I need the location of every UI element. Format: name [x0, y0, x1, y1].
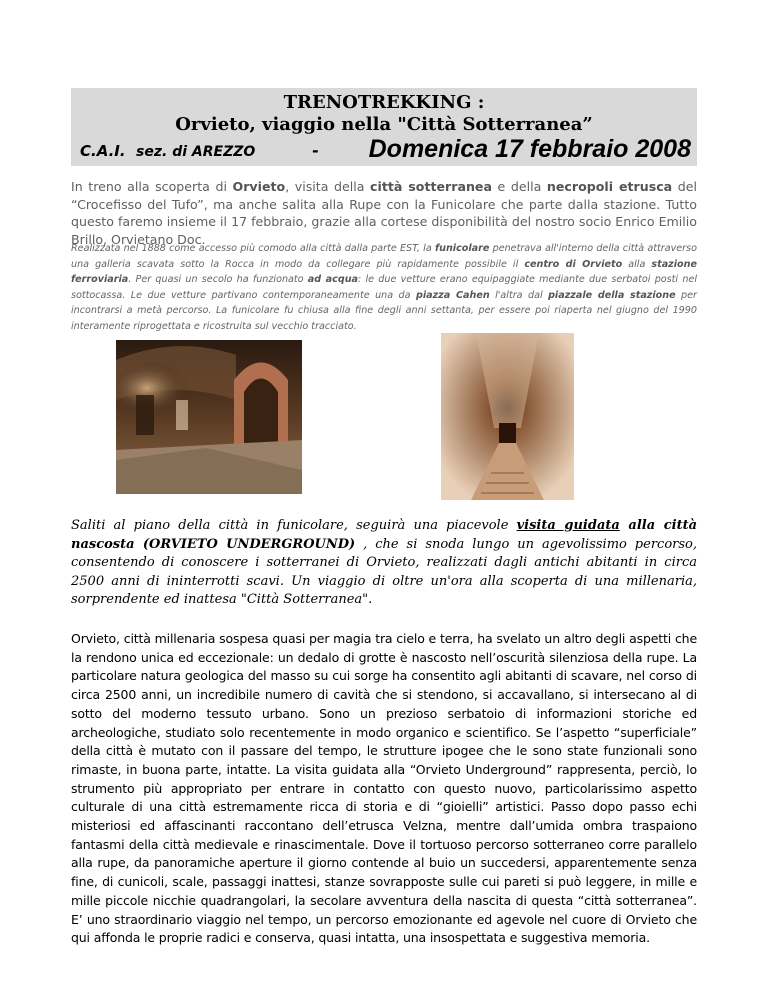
title-line-2: Orvieto, viaggio nella "Città Sotterranea”	[175, 114, 593, 135]
header-banner	[71, 88, 697, 166]
title-line-1: TRENOTREKKING :	[283, 92, 485, 113]
body-paragraph: Orvieto, città millenaria sospesa quasi per magia tra cielo e terra, ha svelato un altro degli aspetti che la rendono unica ed eccezionale: un dedalo di grotte è nascosto nell’oscurità silenziosa della rupe. La particolare natura geologica del masso su cui sorge ha consentito agli abitanti di scavare, nel corso di circa 2500 anni, un incredibile numero di cavità che si stendono, si accavallano, si intersecano al di sotto del moderno tessuto urbano. Sono un prezioso serbatoio di informazioni storiche ed archeologiche, studiato solo recentemente in modo organico e scientifico. Se l’aspetto “superficiale” della città è mutato con il passare del tempo, le strutture ipogee che le sono state funzionali sono rimaste, in buona parte, intatte. La visita guidata alla “Orvieto Underground” rappresenta, perciò, lo strumento più appropriato per entrare in contatto con questo nuovo, particolarissimo aspetto culturale di una città estremamente ricca di storia e di “gioielli” artistici. Passo dopo passo echi misteriosi ed affascinanti raccontano dell’etrusca Velzna, mentre dall’umida ombra traspaiono fantasmi della città medievale e rinascimentale. Dove il tortuoso percorso sotterraneo corre parallelo alla rupe, da panoramiche aperture il giorno contende al buio un succedersi, apparentemente senza fine, di cunicoli, scale, passaggi inattesi, stanze sovrapposte sulle cui pareti si può leggere, in mille e mille piccole nicchie quadrangolari, la secolare avventura della nascita di questa “città sotterranea”. E’ uno straordinario viaggio nel tempo, un percorso emozionante ed agevole nel cuore di Orvieto che qui affonda le proprie radici e conserva, quasi intatta, una insospettata e suggestiva memoria.	[71, 631, 697, 946]
separator-dash: -	[312, 141, 319, 160]
subtitle-row	[80, 135, 697, 164]
guided-visit-paragraph: Saliti al piano della città in funicolare, seguirà una piacevole visita guidata alla città nascosta (ORVIETO UNDERGROUND) , che si snoda lungo un agevolissimo percorso, consentendo di conoscere i sotterranei di Orvieto, realizzati dagli antichi abitanti in circa 2500 anni di ininterrotti scavi. Un viaggio di oltre un'ora alla scoperta di una millenaria, sorprendente ed inattesa "Città Sotterranea".	[71, 518, 698, 608]
funicolare-paragraph: Realizzata nel 1888 come accesso più comodo alla città dalla parte EST, la funicolare penetrava all'interno della città attraverso una galleria scavata sotto la Rocca in modo da collegare più rapidamente possibile il centro di Orvieto alla stazione ferroviaria. Per quasi un secolo ha funzionato ad acqua: le due vetture erano equipaggiate mediante due serbatoi posti nel sottocassa. Le due vetture partivano contemporaneamente una da piazza Cahen l'altra dal piazzale della stazione per incontrarsi a metà percorso. La funicolare fu chiusa alla fine degli anni settanta, per essere poi riaperta nel giugno del 1990 interamente riprogettata e ricostruita sul vecchio tracciato.	[71, 243, 697, 332]
underground-cellar-photo	[116, 340, 302, 494]
organizer	[80, 142, 255, 160]
guided-visit-highlight: visita guidata	[516, 518, 620, 533]
section-label: sez. di AREZZO	[136, 144, 256, 160]
intro-paragraph: In treno alla scoperta di Orvieto, visita della città sotterranea e della necropoli etrusca del “Crocefisso del Tufo”, ma anche salita alla Rupe con la Funicolare che parte dalla stazione. Tutto questo faremo insieme il 17 febbraio, grazie alla cortese disponibilità del nostro socio Enrico Emilio Brillo, Orvietano Doc.	[71, 179, 697, 247]
tunnel-corridor-photo	[441, 333, 574, 500]
event-date: Domenica 17 febbraio 2008	[368, 135, 691, 163]
cai-label: C.A.I.	[80, 142, 126, 160]
